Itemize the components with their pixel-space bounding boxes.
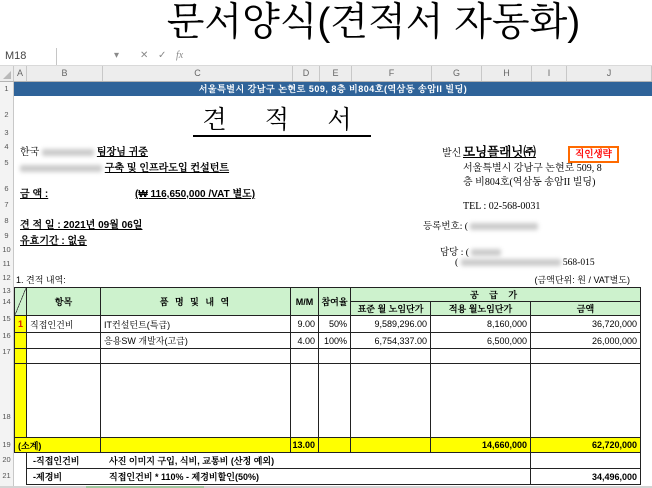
- cell-rate[interactable]: 50%: [319, 316, 351, 333]
- cell-item[interactable]: [27, 333, 101, 349]
- cell-empty[interactable]: [531, 364, 641, 438]
- row-header[interactable]: 6: [4, 184, 9, 193]
- cell-empty[interactable]: [431, 349, 531, 364]
- redacted-text: [461, 259, 561, 266]
- sender-tel: TEL : 02-568-0031: [463, 201, 541, 212]
- header-std-wage[interactable]: 표준 월 노임단가: [351, 302, 431, 316]
- subtotal-mm[interactable]: 13.00: [291, 438, 319, 453]
- row-header[interactable]: 19: [2, 440, 11, 449]
- cell-empty[interactable]: [291, 349, 319, 364]
- address-banner[interactable]: 서울특별시 강남구 논현로 509, 8층 비804호(역삼동 송암II 빌딩): [14, 82, 652, 96]
- formula-bar: [0, 48, 652, 66]
- header-mm[interactable]: M/M: [291, 288, 319, 316]
- row-header[interactable]: 12: [2, 273, 11, 282]
- amount-label[interactable]: 금 액 :: [20, 189, 49, 200]
- cell-empty[interactable]: [319, 438, 351, 453]
- enter-icon[interactable]: ✓: [158, 50, 167, 61]
- redacted-text: [471, 249, 501, 256]
- cell-rate[interactable]: 100%: [319, 333, 351, 349]
- section-label[interactable]: 1. 견적 내역:: [16, 275, 66, 285]
- amount-value[interactable]: (₩ 116,650,000 /VAT 별도): [135, 189, 256, 200]
- cell-std[interactable]: 9,589,296.00: [351, 316, 431, 333]
- row-header[interactable]: 17: [2, 347, 11, 356]
- column-headers: [0, 66, 652, 82]
- cell-empty[interactable]: [351, 438, 431, 453]
- slide-title: 문서양식(견적서 자동화): [0, 0, 652, 48]
- insert-function-icon[interactable]: fx: [176, 50, 184, 61]
- cell-empty[interactable]: [291, 364, 319, 438]
- col-header-d[interactable]: D: [293, 66, 320, 81]
- cell-applied[interactable]: 8,160,000: [431, 316, 531, 333]
- col-header-c[interactable]: C: [103, 66, 293, 81]
- row-header[interactable]: 4: [4, 142, 9, 151]
- header-rate[interactable]: 참여율: [319, 288, 351, 316]
- header-applied-wage[interactable]: 적용 월노임단가: [431, 302, 531, 316]
- select-all-corner[interactable]: [0, 66, 14, 81]
- row-header[interactable]: 10: [2, 245, 11, 254]
- note-desc[interactable]: 직접인건비 * 110% - 제경비할인(50%): [101, 469, 531, 485]
- row-header[interactable]: 7: [4, 200, 9, 209]
- col-header-i[interactable]: I: [532, 66, 567, 81]
- cell-empty[interactable]: [319, 349, 351, 364]
- recipient-prefix: 한국: [20, 147, 40, 158]
- note-desc[interactable]: 사진 이미지 구입, 식비, 교통비 (산정 예외): [101, 453, 531, 469]
- note-label[interactable]: -제경비: [27, 469, 101, 485]
- row-header[interactable]: 14: [2, 297, 11, 306]
- header-item[interactable]: 항목: [27, 288, 101, 316]
- redacted-text: [470, 223, 538, 230]
- quotation-title: 견 적 서: [14, 100, 550, 136]
- redacted-text: [20, 165, 102, 172]
- header-amount[interactable]: 금액: [531, 302, 641, 316]
- note-label[interactable]: -직접인건비: [27, 453, 101, 469]
- validity[interactable]: 유효기간 : 없음: [20, 236, 87, 247]
- cell-empty[interactable]: [351, 349, 431, 364]
- row-header[interactable]: 1: [4, 84, 9, 93]
- cell-empty[interactable]: [15, 349, 27, 364]
- col-header-e[interactable]: E: [320, 66, 352, 81]
- name-box[interactable]: [0, 48, 57, 66]
- cell-amount[interactable]: 26,000,000: [531, 333, 641, 349]
- manager-line: 담당 : (: [440, 244, 501, 258]
- col-header-f[interactable]: F: [352, 66, 432, 81]
- cell-mm[interactable]: 9.00: [291, 316, 319, 333]
- cell-applied[interactable]: 6,500,000: [431, 333, 531, 349]
- cell-item[interactable]: 직접인건비: [27, 316, 101, 333]
- col-header-j[interactable]: J: [567, 66, 652, 81]
- row-header[interactable]: 5: [4, 158, 9, 167]
- stamp-omitted-badge: 직인생략: [568, 146, 619, 163]
- row-header[interactable]: 16: [2, 331, 11, 340]
- row-header[interactable]: 9: [4, 231, 9, 240]
- subject-text: 구축 및 인프라도입 컨설턴트: [104, 163, 230, 174]
- subtotal-applied[interactable]: 14,660,000: [431, 438, 531, 453]
- row-header[interactable]: 2: [4, 110, 9, 119]
- cell-desc[interactable]: 응용SW 개발자(고급): [101, 333, 291, 349]
- col-header-g[interactable]: G: [432, 66, 482, 81]
- row-header[interactable]: 15: [2, 314, 11, 323]
- registration-line: 등록번호: (: [423, 218, 538, 232]
- col-header-b[interactable]: B: [27, 66, 103, 81]
- sender-name[interactable]: 모닝플래닛㈜: [463, 145, 536, 159]
- unit-note: (금액단위: 원 / VAT별도): [534, 275, 630, 285]
- header-supply[interactable]: 공 급 가: [351, 288, 641, 302]
- subtotal-amount[interactable]: 62,720,000: [531, 438, 641, 453]
- cell-desc[interactable]: IT컨설턴트(특급): [101, 316, 291, 333]
- cell-std[interactable]: 6,754,337.00: [351, 333, 431, 349]
- row-header[interactable]: 21: [2, 471, 11, 480]
- cell-empty[interactable]: [27, 364, 101, 438]
- header-desc[interactable]: 품 명 및 내 역: [101, 288, 291, 316]
- row-header[interactable]: 20: [2, 455, 11, 464]
- subtotal-label[interactable]: (소계): [15, 438, 101, 453]
- sender-label: 발신 :: [442, 148, 467, 159]
- cell-empty[interactable]: [101, 349, 291, 364]
- cell-empty[interactable]: [15, 364, 27, 438]
- manager-phone-line: ( 568-015: [455, 258, 595, 268]
- col-header-h[interactable]: H: [482, 66, 532, 81]
- cell-empty[interactable]: [101, 364, 291, 438]
- subject-line[interactable]: [20, 159, 229, 174]
- row-header[interactable]: 8: [4, 216, 9, 225]
- cell-mm[interactable]: 4.00: [291, 333, 319, 349]
- sender-address-2: 층 비804호(역삼동 송암II 빌딩): [463, 177, 596, 188]
- recipient-line[interactable]: [20, 143, 148, 158]
- redacted-text: [42, 149, 94, 156]
- row-header-gutter: [0, 82, 14, 486]
- cell-empty[interactable]: [431, 364, 531, 438]
- name-box-dropdown-icon[interactable]: ▾: [114, 50, 120, 61]
- active-cell-ref: M18: [5, 50, 27, 62]
- note-amount[interactable]: [531, 453, 641, 469]
- sender-address-1: 서울특별시 강남구 논현로 509, 8: [463, 163, 602, 174]
- note-amount[interactable]: 34,496,000: [531, 469, 641, 485]
- cell-empty[interactable]: [351, 364, 431, 438]
- quotation-table: [14, 287, 641, 453]
- cell-empty[interactable]: [531, 349, 641, 364]
- cell-empty[interactable]: [27, 349, 101, 364]
- cell-item-no[interactable]: [15, 333, 27, 349]
- recipient-name: 팀장님 귀중: [96, 147, 148, 158]
- corner-diagonal-cell[interactable]: [15, 288, 27, 316]
- row-header[interactable]: 13: [2, 286, 11, 295]
- cell-empty[interactable]: [319, 364, 351, 438]
- sheet-area: [0, 82, 652, 486]
- cell-empty[interactable]: [101, 438, 291, 453]
- col-header-a[interactable]: A: [14, 66, 27, 81]
- notes-table: [26, 452, 641, 485]
- cell-amount[interactable]: 36,720,000: [531, 316, 641, 333]
- row-header[interactable]: 3: [4, 128, 9, 137]
- row-header[interactable]: 18: [2, 412, 11, 421]
- quote-date[interactable]: 견 적 일 : 2021년 09월 06일: [20, 220, 143, 231]
- cell-item-no[interactable]: 1: [15, 316, 27, 333]
- cancel-icon[interactable]: ✕: [140, 50, 149, 61]
- row-header[interactable]: 11: [2, 259, 11, 268]
